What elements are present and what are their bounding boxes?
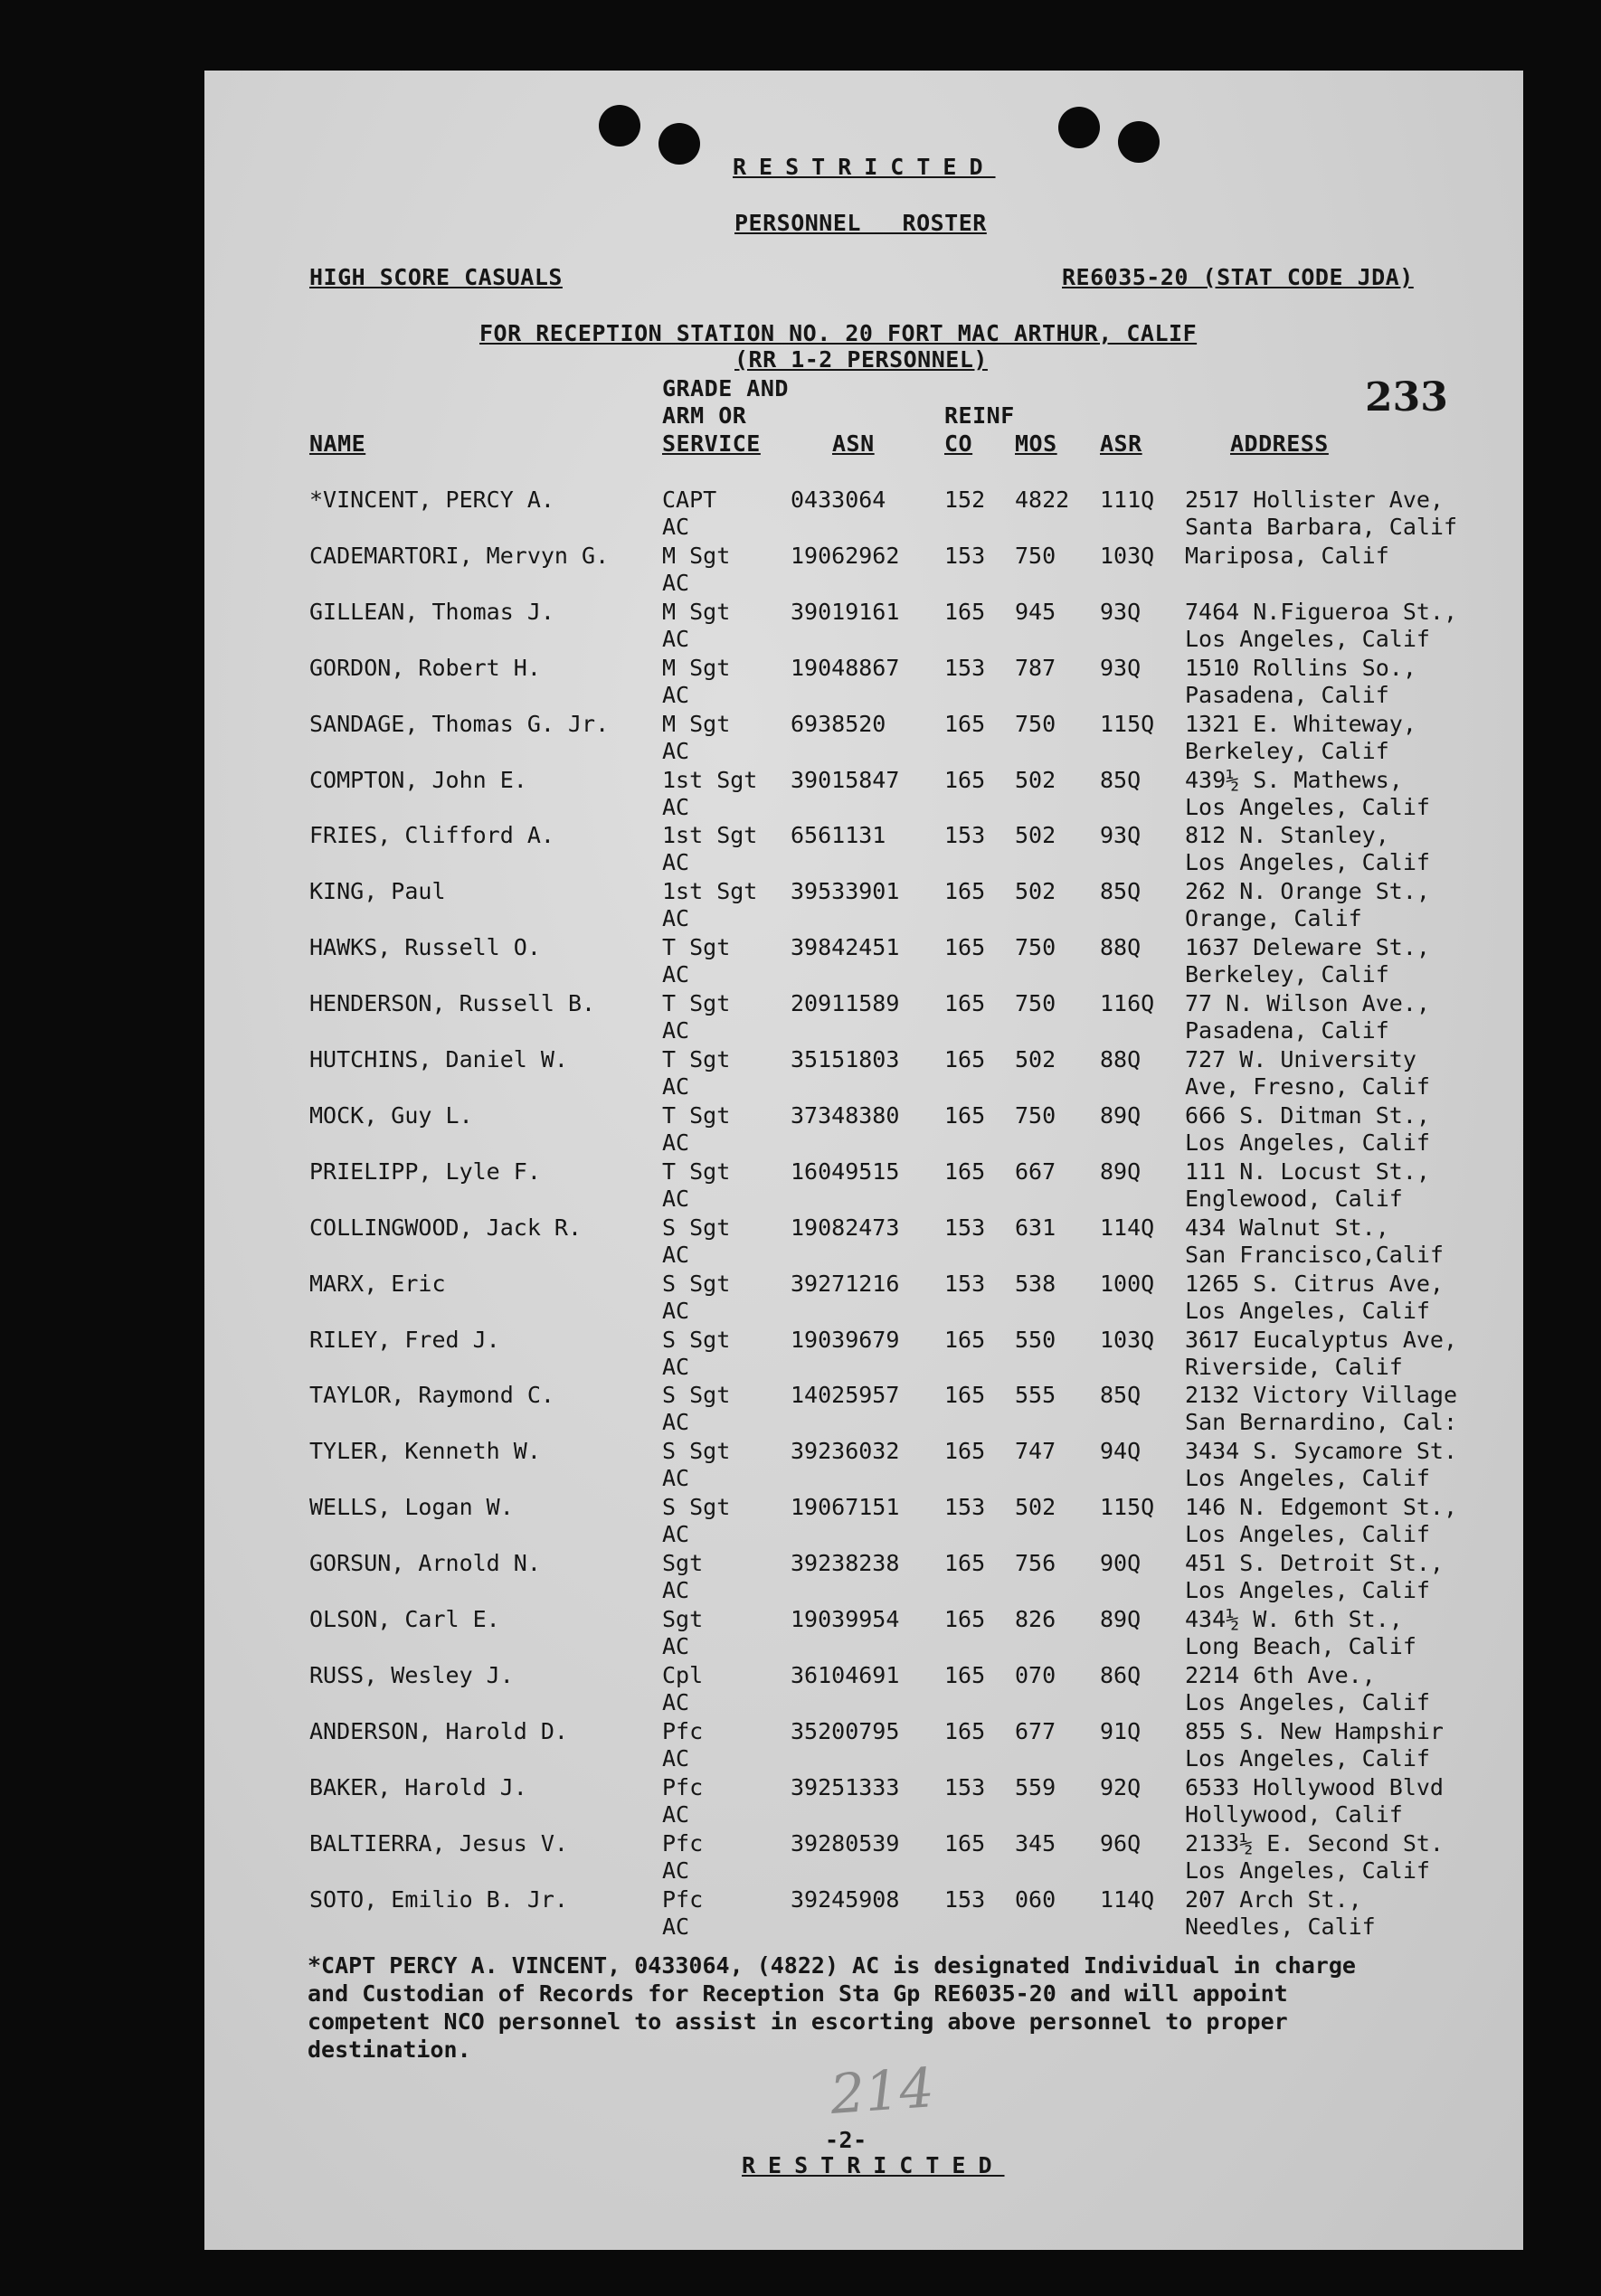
cell-grade: M Sgt xyxy=(662,542,731,569)
cell-co: 165 xyxy=(944,598,986,625)
cell-asn: 19039679 xyxy=(791,1326,900,1353)
cell-addr1: 434½ W. 6th St., xyxy=(1185,1606,1403,1632)
table-row xyxy=(204,599,1523,655)
cell-mos: 787 xyxy=(1015,654,1056,681)
cell-addr2: San Bernardino, Cal: xyxy=(1185,1409,1458,1436)
cell-addr2: Los Angeles, Calif xyxy=(1185,1744,1430,1772)
cell-name: COLLINGWOOD, Jack R. xyxy=(309,1214,583,1241)
cell-co: 165 xyxy=(944,766,986,793)
cell-addr2: Los Angeles, Calif xyxy=(1185,1577,1430,1604)
cell-name: BALTIERRA, Jesus V. xyxy=(309,1829,568,1857)
cell-addr1: 451 S. Detroit St., xyxy=(1185,1550,1444,1577)
cell-asr: 86Q xyxy=(1100,1661,1142,1688)
cell-arm: AC xyxy=(662,1129,690,1156)
cell-co: 165 xyxy=(944,878,986,905)
cell-grade: T Sgt xyxy=(662,1101,731,1129)
cell-mos: 345 xyxy=(1015,1829,1056,1857)
cell-arm: AC xyxy=(662,625,690,652)
cell-arm: AC xyxy=(662,1073,690,1100)
cell-asn: 39019161 xyxy=(791,598,900,625)
cell-addr1: Mariposa, Calif xyxy=(1185,542,1389,569)
cell-asn: 39238238 xyxy=(791,1550,900,1577)
cell-addr1: 146 N. Edgemont St., xyxy=(1185,1494,1458,1521)
cell-asr: 115Q xyxy=(1100,710,1155,737)
personnel-line: (RR 1-2 PERSONNEL) xyxy=(734,346,988,373)
cell-name: SOTO, Emilio B. Jr. xyxy=(309,1885,568,1913)
cell-name: SANDAGE, Thomas G. Jr. xyxy=(309,710,610,737)
cell-arm: AC xyxy=(662,1913,690,1940)
col-grade-1: GRADE AND xyxy=(662,375,789,402)
cell-addr1: 439½ S. Mathews, xyxy=(1185,766,1403,793)
cell-arm: AC xyxy=(662,1409,690,1436)
cell-grade: T Sgt xyxy=(662,934,731,961)
cell-co: 165 xyxy=(944,1606,986,1632)
table-row xyxy=(204,1438,1523,1494)
cell-addr1: 207 Arch St., xyxy=(1185,1885,1362,1913)
cell-arm: AC xyxy=(662,905,690,932)
cell-addr1: 111 N. Locust St., xyxy=(1185,1157,1430,1185)
col-co: CO xyxy=(944,430,973,457)
cell-mos: 4822 xyxy=(1015,487,1070,513)
cell-asn: 19039954 xyxy=(791,1606,900,1632)
cell-co: 153 xyxy=(944,1214,986,1241)
cell-arm: AC xyxy=(662,1353,690,1380)
table-row xyxy=(204,1606,1523,1662)
cell-name: CADEMARTORI, Mervyn G. xyxy=(309,542,610,569)
cell-grade: Pfc xyxy=(662,1885,704,1913)
cell-addr2: Hollywood, Calif xyxy=(1185,1800,1403,1828)
cell-asn: 20911589 xyxy=(791,990,900,1017)
cell-grade: Cpl xyxy=(662,1661,704,1688)
table-row xyxy=(204,1214,1523,1271)
cell-asr: 91Q xyxy=(1100,1717,1142,1744)
cell-name: HENDERSON, Russell B. xyxy=(309,990,596,1017)
cell-addr2: Los Angeles, Calif xyxy=(1185,1688,1430,1715)
table-row xyxy=(204,878,1523,934)
table-row xyxy=(204,487,1523,543)
col-address: ADDRESS xyxy=(1230,430,1329,457)
col-asn: ASN xyxy=(832,430,875,457)
cell-grade: S Sgt xyxy=(662,1382,731,1409)
cell-asr: 114Q xyxy=(1100,1214,1155,1241)
cell-arm: AC xyxy=(662,737,690,764)
cell-asr: 103Q xyxy=(1100,542,1155,569)
punch-hole xyxy=(1058,107,1100,148)
cell-asn: 39280539 xyxy=(791,1829,900,1857)
cell-addr1: 1510 Rollins So., xyxy=(1185,654,1416,681)
cell-mos: 502 xyxy=(1015,822,1056,849)
cell-mos: 070 xyxy=(1015,1661,1056,1688)
cell-arm: AC xyxy=(662,849,690,876)
table-row xyxy=(204,1102,1523,1158)
cell-asn: 39015847 xyxy=(791,766,900,793)
cell-addr2: Ave, Fresno, Calif xyxy=(1185,1073,1430,1100)
cell-asr: 92Q xyxy=(1100,1773,1142,1800)
cell-addr2: San Francisco,Calif xyxy=(1185,1241,1444,1268)
cell-arm: AC xyxy=(662,1017,690,1044)
cell-name: RUSS, Wesley J. xyxy=(309,1661,514,1688)
cell-co: 165 xyxy=(944,934,986,961)
cell-addr2: Berkeley, Calif xyxy=(1185,737,1389,764)
cell-arm: AC xyxy=(662,1744,690,1772)
table-row xyxy=(204,767,1523,823)
cell-mos: 750 xyxy=(1015,710,1056,737)
cell-co: 153 xyxy=(944,1494,986,1521)
cell-mos: 667 xyxy=(1015,1157,1056,1185)
cell-grade: S Sgt xyxy=(662,1326,731,1353)
cell-addr2: Los Angeles, Calif xyxy=(1185,1465,1430,1492)
cell-mos: 756 xyxy=(1015,1550,1056,1577)
cell-asr: 88Q xyxy=(1100,1046,1142,1072)
cell-asr: 89Q xyxy=(1100,1606,1142,1632)
cell-addr2: Santa Barbara, Calif xyxy=(1185,514,1458,540)
cell-addr1: 1265 S. Citrus Ave, xyxy=(1185,1270,1444,1297)
cell-mos: 502 xyxy=(1015,878,1056,905)
table-row xyxy=(204,822,1523,878)
punch-hole xyxy=(1118,121,1160,163)
cell-co: 165 xyxy=(944,1326,986,1353)
cell-asn: 39251333 xyxy=(791,1773,900,1800)
cell-co: 153 xyxy=(944,1773,986,1800)
cell-name: TYLER, Kenneth W. xyxy=(309,1438,541,1465)
cell-asr: 115Q xyxy=(1100,1494,1155,1521)
cell-name: GORSUN, Arnold N. xyxy=(309,1550,541,1577)
cell-arm: AC xyxy=(662,1241,690,1268)
cell-asr: 93Q xyxy=(1100,598,1142,625)
page-number: 233 xyxy=(1365,374,1448,420)
cell-asr: 85Q xyxy=(1100,1382,1142,1409)
cell-grade: T Sgt xyxy=(662,990,731,1017)
cell-name: MARX, Eric xyxy=(309,1270,446,1297)
cell-addr2: Los Angeles, Calif xyxy=(1185,793,1430,820)
cell-addr2: Los Angeles, Calif xyxy=(1185,849,1430,876)
cell-name: *VINCENT, PERCY A. xyxy=(309,487,554,513)
table-row xyxy=(204,1494,1523,1550)
cell-grade: Pfc xyxy=(662,1773,704,1800)
cell-name: GILLEAN, Thomas J. xyxy=(309,598,554,625)
cell-mos: 750 xyxy=(1015,934,1056,961)
cell-asr: 103Q xyxy=(1100,1326,1155,1353)
table-row xyxy=(204,1774,1523,1830)
cell-grade: 1st Sgt xyxy=(662,822,758,849)
cell-addr2: Long Beach, Calif xyxy=(1185,1633,1416,1659)
cell-arm: AC xyxy=(662,1633,690,1659)
restricted-footer: RESTRICTED xyxy=(742,2152,1005,2178)
footnote: *CAPT PERCY A. VINCENT, 0433064, (4822) AC is designated Individual in charge and Custodian of Records for Reception Sta Gp RE6035-20 and will appoint competent NCO personnel to assist in escorting above personnel to proper destination. xyxy=(308,1952,1356,2063)
cell-mos: 502 xyxy=(1015,1046,1056,1072)
cell-addr1: 2133½ E. Second St. xyxy=(1185,1829,1444,1857)
cell-mos: 750 xyxy=(1015,542,1056,569)
cell-addr1: 1637 Deleware St., xyxy=(1185,934,1430,961)
cell-name: ANDERSON, Harold D. xyxy=(309,1717,568,1744)
cell-name: RILEY, Fred J. xyxy=(309,1326,500,1353)
cell-addr1: 3617 Eucalyptus Ave, xyxy=(1185,1326,1458,1353)
cell-addr1: 2214 6th Ave., xyxy=(1185,1661,1376,1688)
cell-asn: 39533901 xyxy=(791,878,900,905)
cell-mos: 747 xyxy=(1015,1438,1056,1465)
cell-asr: 85Q xyxy=(1100,878,1142,905)
cell-asn: 39245908 xyxy=(791,1885,900,1913)
table-row xyxy=(204,1830,1523,1886)
cell-grade: Sgt xyxy=(662,1550,704,1577)
cell-grade: M Sgt xyxy=(662,654,731,681)
cell-asr: 116Q xyxy=(1100,990,1155,1017)
cell-grade: CAPT xyxy=(662,487,717,513)
cell-name: WELLS, Logan W. xyxy=(309,1494,514,1521)
handwritten-note: 214 xyxy=(828,2056,936,2127)
cell-mos: 677 xyxy=(1015,1717,1056,1744)
cell-mos: 826 xyxy=(1015,1606,1056,1632)
cell-grade: S Sgt xyxy=(662,1494,731,1521)
table-row xyxy=(204,543,1523,599)
table-row xyxy=(204,934,1523,990)
cell-mos: 945 xyxy=(1015,598,1056,625)
cell-asr: 93Q xyxy=(1100,654,1142,681)
cell-co: 153 xyxy=(944,654,986,681)
cell-addr2: Needles, Calif xyxy=(1185,1913,1376,1940)
cell-addr1: 727 W. University xyxy=(1185,1046,1416,1072)
cell-grade: 1st Sgt xyxy=(662,766,758,793)
cell-mos: 538 xyxy=(1015,1270,1056,1297)
cell-grade: S Sgt xyxy=(662,1214,731,1241)
cell-name: MOCK, Guy L. xyxy=(309,1101,473,1129)
cell-addr2: Orange, Calif xyxy=(1185,905,1362,932)
cell-arm: AC xyxy=(662,569,690,596)
cell-addr2: Riverside, Calif xyxy=(1185,1353,1403,1380)
cell-asn: 19062962 xyxy=(791,542,900,569)
col-grade-2: ARM OR xyxy=(662,402,747,429)
cell-addr1: 434 Walnut St., xyxy=(1185,1214,1389,1241)
cell-grade: Sgt xyxy=(662,1606,704,1632)
cell-co: 165 xyxy=(944,1157,986,1185)
cell-addr2: Pasadena, Calif xyxy=(1185,681,1389,708)
cell-grade: T Sgt xyxy=(662,1157,731,1185)
cell-co: 153 xyxy=(944,1270,986,1297)
cell-co: 165 xyxy=(944,710,986,737)
cell-addr1: 77 N. Wilson Ave., xyxy=(1185,990,1430,1017)
cell-asr: 85Q xyxy=(1100,766,1142,793)
cell-grade: Pfc xyxy=(662,1829,704,1857)
cell-grade: Pfc xyxy=(662,1717,704,1744)
cell-co: 165 xyxy=(944,1829,986,1857)
page-footer: -2- xyxy=(825,2127,867,2153)
cell-addr1: 666 S. Ditman St., xyxy=(1185,1101,1430,1129)
cell-mos: 631 xyxy=(1015,1214,1056,1241)
punch-hole xyxy=(658,123,700,165)
cell-addr1: 1321 E. Whiteway, xyxy=(1185,710,1416,737)
cell-co: 165 xyxy=(944,1046,986,1072)
cell-arm: AC xyxy=(662,1521,690,1548)
cell-addr2: Berkeley, Calif xyxy=(1185,961,1389,988)
cell-name: COMPTON, John E. xyxy=(309,766,527,793)
cell-arm: AC xyxy=(662,1297,690,1324)
cell-asr: 88Q xyxy=(1100,934,1142,961)
cell-co: 165 xyxy=(944,1101,986,1129)
cell-addr2: Los Angeles, Calif xyxy=(1185,1129,1430,1156)
cell-arm: AC xyxy=(662,681,690,708)
cell-name: GORDON, Robert H. xyxy=(309,654,541,681)
table-row xyxy=(204,1327,1523,1383)
col-reinf: REINF xyxy=(944,402,1015,429)
document-page xyxy=(204,71,1523,2250)
cell-name: KING, Paul xyxy=(309,878,446,905)
cell-asr: 96Q xyxy=(1100,1829,1142,1857)
cell-addr2: Los Angeles, Calif xyxy=(1185,625,1430,652)
cell-mos: 060 xyxy=(1015,1885,1056,1913)
table-row xyxy=(204,1718,1523,1774)
cell-arm: AC xyxy=(662,961,690,988)
cell-co: 153 xyxy=(944,542,986,569)
cell-asn: 39236032 xyxy=(791,1438,900,1465)
cell-grade: T Sgt xyxy=(662,1046,731,1072)
cell-asn: 35200795 xyxy=(791,1717,900,1744)
cell-mos: 750 xyxy=(1015,1101,1056,1129)
cell-asn: 6938520 xyxy=(791,710,886,737)
cell-asn: 39842451 xyxy=(791,934,900,961)
cell-addr1: 2517 Hollister Ave, xyxy=(1185,487,1444,513)
cell-name: HAWKS, Russell O. xyxy=(309,934,541,961)
col-grade-3: SERVICE xyxy=(662,430,761,457)
col-mos: MOS xyxy=(1015,430,1057,457)
col-name: NAME xyxy=(309,430,366,457)
cell-grade: M Sgt xyxy=(662,710,731,737)
table-row xyxy=(204,1382,1523,1438)
cell-asr: 94Q xyxy=(1100,1438,1142,1465)
cell-addr2: Los Angeles, Calif xyxy=(1185,1521,1430,1548)
col-asr: ASR xyxy=(1100,430,1142,457)
cell-addr2: Englewood, Calif xyxy=(1185,1185,1403,1212)
cell-mos: 559 xyxy=(1015,1773,1056,1800)
cell-asn: 39271216 xyxy=(791,1270,900,1297)
station-line: FOR RECEPTION STATION NO. 20 FORT MAC ARTHUR, CALIF xyxy=(479,320,1198,346)
cell-arm: AC xyxy=(662,514,690,540)
cell-addr1: 6533 Hollywood Blvd xyxy=(1185,1773,1444,1800)
cell-addr2: Pasadena, Calif xyxy=(1185,1017,1389,1044)
cell-addr1: 3434 S. Sycamore St. xyxy=(1185,1438,1458,1465)
cell-asr: 114Q xyxy=(1100,1885,1155,1913)
cell-co: 152 xyxy=(944,487,986,513)
cell-addr1: 7464 N.Figueroa St., xyxy=(1185,598,1458,625)
cell-asr: 93Q xyxy=(1100,822,1142,849)
cell-addr1: 812 N. Stanley, xyxy=(1185,822,1389,849)
restricted-header: RESTRICTED xyxy=(733,154,996,180)
cell-name: BAKER, Harold J. xyxy=(309,1773,527,1800)
cell-grade: M Sgt xyxy=(662,598,731,625)
cell-grade: S Sgt xyxy=(662,1438,731,1465)
cell-co: 165 xyxy=(944,1717,986,1744)
cell-name: HUTCHINS, Daniel W. xyxy=(309,1046,568,1072)
cell-asr: 111Q xyxy=(1100,487,1155,513)
cell-arm: AC xyxy=(662,1185,690,1212)
cell-asn: 14025957 xyxy=(791,1382,900,1409)
table-row xyxy=(204,1662,1523,1718)
punch-hole xyxy=(599,105,640,146)
cell-asr: 89Q xyxy=(1100,1101,1142,1129)
cell-asn: 6561131 xyxy=(791,822,886,849)
cell-co: 165 xyxy=(944,1550,986,1577)
table-row xyxy=(204,1158,1523,1214)
cell-asn: 37348380 xyxy=(791,1101,900,1129)
cell-arm: AC xyxy=(662,1800,690,1828)
cell-mos: 502 xyxy=(1015,766,1056,793)
cell-addr1: 262 N. Orange St., xyxy=(1185,878,1430,905)
cell-asn: 36104691 xyxy=(791,1661,900,1688)
cell-asn: 16049515 xyxy=(791,1157,900,1185)
cell-arm: AC xyxy=(662,793,690,820)
cell-asn: 19048867 xyxy=(791,654,900,681)
cell-asn: 0433064 xyxy=(791,487,886,513)
cell-addr1: 855 S. New Hampshir xyxy=(1185,1717,1444,1744)
cell-name: PRIELIPP, Lyle F. xyxy=(309,1157,541,1185)
cell-asr: 100Q xyxy=(1100,1270,1155,1297)
cell-addr1: 2132 Victory Village xyxy=(1185,1382,1458,1409)
table-row xyxy=(204,1886,1523,1942)
cell-arm: AC xyxy=(662,1688,690,1715)
cell-asn: 19082473 xyxy=(791,1214,900,1241)
cell-arm: AC xyxy=(662,1465,690,1492)
cell-mos: 550 xyxy=(1015,1326,1056,1353)
table-row xyxy=(204,1046,1523,1102)
cell-co: 153 xyxy=(944,822,986,849)
roster-code: RE6035-20 (STAT CODE JDA) xyxy=(1062,264,1414,290)
roster-title: PERSONNEL ROSTER xyxy=(734,210,987,236)
cell-mos: 555 xyxy=(1015,1382,1056,1409)
cell-mos: 750 xyxy=(1015,990,1056,1017)
cell-co: 165 xyxy=(944,1382,986,1409)
cell-co: 165 xyxy=(944,1661,986,1688)
table-row xyxy=(204,990,1523,1046)
cell-arm: AC xyxy=(662,1577,690,1604)
cell-co: 153 xyxy=(944,1885,986,1913)
cell-asn: 35151803 xyxy=(791,1046,900,1072)
cell-name: OLSON, Carl E. xyxy=(309,1606,500,1632)
table-row xyxy=(204,1550,1523,1606)
cell-mos: 502 xyxy=(1015,1494,1056,1521)
cell-co: 165 xyxy=(944,990,986,1017)
cell-arm: AC xyxy=(662,1857,690,1884)
cell-asr: 90Q xyxy=(1100,1550,1142,1577)
cell-co: 165 xyxy=(944,1438,986,1465)
cell-name: TAYLOR, Raymond C. xyxy=(309,1382,554,1409)
cell-name: FRIES, Clifford A. xyxy=(309,822,554,849)
cell-asn: 19067151 xyxy=(791,1494,900,1521)
cell-addr2: Los Angeles, Calif xyxy=(1185,1297,1430,1324)
table-row xyxy=(204,655,1523,711)
table-row xyxy=(204,1271,1523,1327)
cell-asr: 89Q xyxy=(1100,1157,1142,1185)
cell-addr2: Los Angeles, Calif xyxy=(1185,1857,1430,1884)
roster-category: HIGH SCORE CASUALS xyxy=(309,264,563,290)
cell-grade: S Sgt xyxy=(662,1270,731,1297)
table-row xyxy=(204,711,1523,767)
cell-grade: 1st Sgt xyxy=(662,878,758,905)
